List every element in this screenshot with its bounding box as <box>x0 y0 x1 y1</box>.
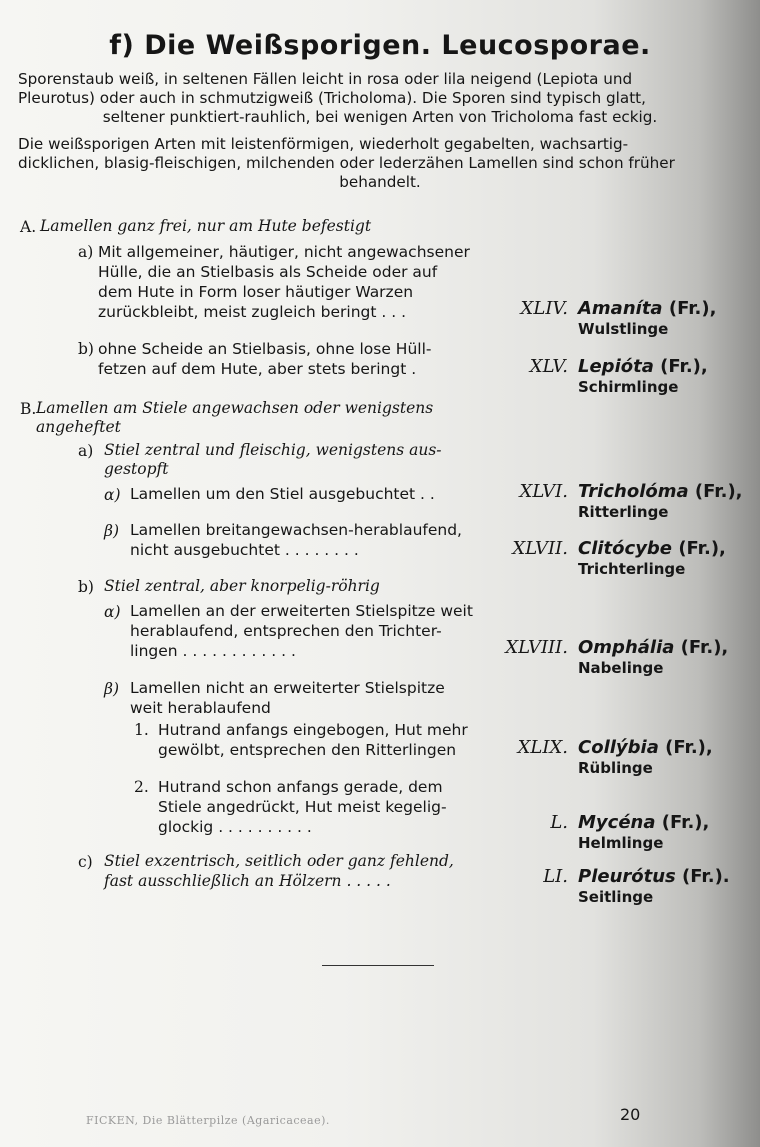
genus-numeral: XLVIII. <box>505 637 568 658</box>
key-line: Lamellen nicht an erweiterter Stielspitze <box>130 679 445 697</box>
key-label: A. <box>20 218 37 236</box>
genus-common-name: Schirmlinge <box>578 378 679 396</box>
genus-common-name: Nabelinge <box>578 659 664 677</box>
key-line: Stiele angedrückt, Hut meist kegelig- <box>158 798 447 816</box>
genus-numeral: XLIX. <box>517 737 568 758</box>
genus-common-name: Helmlinge <box>578 834 664 852</box>
key-line: nicht ausgebuchtet . . . . . . . . <box>130 541 359 559</box>
key-line: Mit allgemeiner, häutiger, nicht angewachsener <box>98 243 470 261</box>
genus-common-name: Wulstlinge <box>578 320 669 338</box>
key-line: gewölbt, entsprechen den Ritterlingen <box>158 741 457 759</box>
genus-name: Amaníta (Fr.), <box>578 298 717 319</box>
genus-numeral: LI. <box>543 866 568 887</box>
genus-common-name: Ritterlinge <box>578 503 669 521</box>
key-line: Lamellen breitangewachsen-herablaufend, <box>130 521 462 539</box>
intro-line: Pleurotus) oder auch in schmutzigweiß (Tricholoma). Die Sporen sind typisch glatt, <box>18 89 646 107</box>
intro-line: seltener punktiert-rauhlich, bei wenigen Arten von Tricholoma fast eckig. <box>102 108 658 126</box>
intro-line: Sporenstaub weiß, in seltenen Fällen leicht in rosa oder lila neigend (Lepiota und <box>18 70 633 88</box>
key-label: b) <box>78 578 94 596</box>
intro-line: behandelt. <box>339 173 421 191</box>
key-label: α) <box>104 486 121 504</box>
genus-numeral: XLIV. <box>520 298 568 319</box>
key-line: Hülle, die an Stielbasis als Scheide oder auf <box>98 263 438 281</box>
genus-numeral: XLVII. <box>512 538 568 559</box>
key-heading-B: angeheftet <box>36 418 121 436</box>
page-title: f) Die Weißsporigen. Leucosporae. <box>109 30 651 61</box>
key-label: β) <box>104 522 120 540</box>
genus-name: Pleurótus (Fr.). <box>578 866 730 887</box>
genus-name: Lepióta (Fr.), <box>578 356 708 377</box>
genus-name: Collýbia (Fr.), <box>578 737 713 758</box>
genus-common-name: Rüblinge <box>578 759 653 777</box>
key-heading: Stiel exzentrisch, seitlich oder ganz fehlend, <box>104 852 454 870</box>
key-line: fetzen auf dem Hute, aber stets beringt . <box>98 360 417 378</box>
key-line: Hutrand schon anfangs gerade, dem <box>158 778 443 796</box>
key-label: B. <box>20 400 37 418</box>
key-line: ohne Scheide an Stielbasis, ohne lose Hüll- <box>98 340 432 358</box>
key-line: weit herablaufend <box>130 699 271 717</box>
key-heading: Stiel zentral und fleischig, wenigstens aus- <box>104 441 442 459</box>
key-line: Hutrand anfangs eingebogen, Hut mehr <box>158 721 468 739</box>
genus-common-name: Trichterlinge <box>578 560 686 578</box>
page-number: 20 <box>620 1105 641 1124</box>
key-label: a) <box>78 243 94 261</box>
genus-name: Mycéna (Fr.), <box>578 812 710 833</box>
key-heading-B: Lamellen am Stiele angewachsen oder wenigstens <box>36 399 434 417</box>
key-line: dem Hute in Form loser häutiger Warzen <box>98 283 414 301</box>
key-heading-A: Lamellen ganz frei, nur am Hute befestigt <box>40 217 372 235</box>
key-label: c) <box>78 853 93 871</box>
section-divider <box>322 965 434 966</box>
key-line: Lamellen um den Stiel ausgebuchtet . . <box>130 485 435 503</box>
key-label: 2. <box>134 778 149 796</box>
key-label: b) <box>78 340 94 358</box>
key-line: zurückbleibt, meist zugleich beringt . . . <box>98 303 407 321</box>
genus-name: Tricholóma (Fr.), <box>578 481 743 502</box>
genus-name: Clitócybe (Fr.), <box>578 538 726 559</box>
genus-numeral: XLVI. <box>519 481 568 502</box>
key-line: Lamellen an der erweiterten Stielspitze weit <box>130 602 473 620</box>
key-heading: gestopft <box>104 460 169 478</box>
key-line: lingen . . . . . . . . . . . . <box>130 642 296 660</box>
key-heading: fast ausschließlich an Hölzern . . . . . <box>104 872 391 890</box>
genus-numeral: L. <box>550 812 568 833</box>
key-line: herablaufend, entsprechen den Trichter- <box>130 622 442 640</box>
genus-numeral: XLV. <box>529 356 568 377</box>
intro-line: dicklichen, blasig-fleischigen, milchenden oder lederzähen Lamellen sind schon früher <box>18 154 675 172</box>
running-footer: FICKEN, Die Blätterpilze (Agaricaceae). <box>86 1114 330 1127</box>
key-line: glockig . . . . . . . . . . <box>158 818 312 836</box>
key-label: β) <box>104 680 120 698</box>
key-label: α) <box>104 603 121 621</box>
genus-name: Omphália (Fr.), <box>578 637 729 658</box>
key-label: a) <box>78 442 94 460</box>
key-label: 1. <box>134 721 149 739</box>
intro-line: Die weißsporigen Arten mit leistenförmigen, wiederholt gegabelten, wachsartig- <box>18 135 629 153</box>
genus-common-name: Seitlinge <box>578 888 654 906</box>
key-heading: Stiel zentral, aber knorpelig-röhrig <box>104 577 380 595</box>
